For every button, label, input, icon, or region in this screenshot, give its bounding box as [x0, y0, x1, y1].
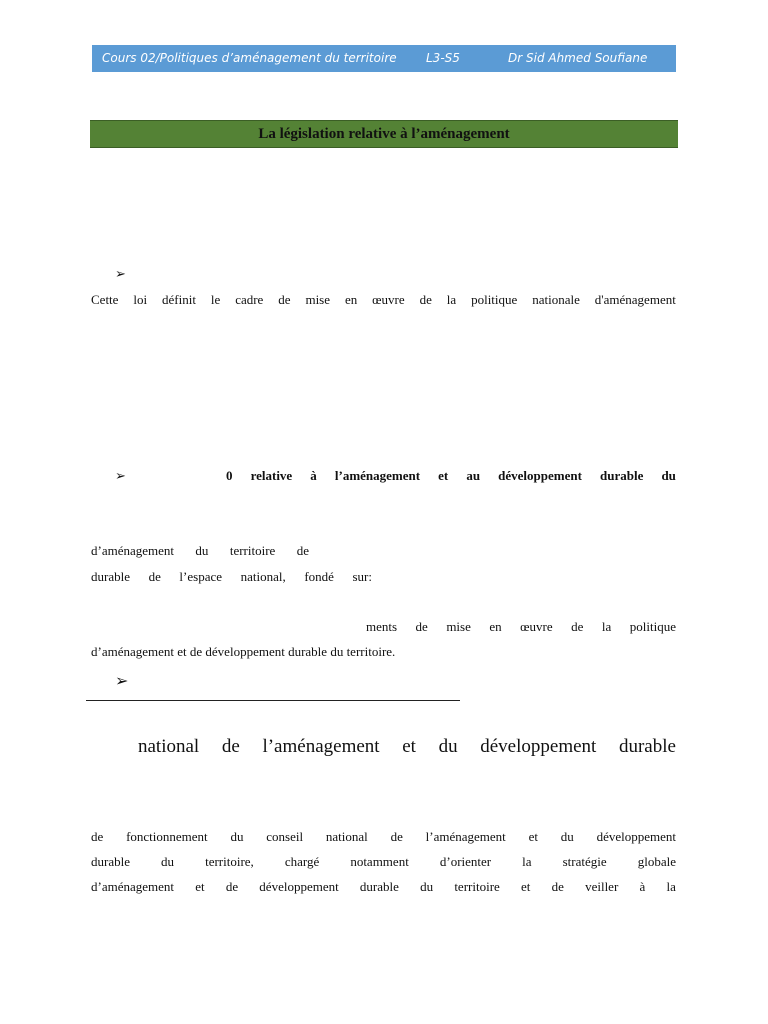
arrow-bullet-icon: ➢ — [115, 266, 126, 281]
course-level: L3-S5 — [426, 51, 460, 65]
paragraph-line — [91, 292, 676, 308]
text-line: Cette loi définit le cadre de mise en œuvre de la politique nationale d'aménagement — [91, 292, 676, 307]
text-line: d’aménagement du territoire de — [91, 543, 309, 558]
course-title: Cours 02/Politiques d’aménagement du territoire — [102, 51, 397, 65]
separator-line — [86, 700, 460, 701]
large-heading-line: national de l’aménagement et du développement durable — [138, 736, 676, 757]
text-line: durable de l’espace national, fondé sur: — [91, 569, 372, 584]
arrow-bullet-icon: ➢ — [115, 468, 126, 483]
text-line: durable du territoire, chargé notamment d’orienter la stratégie globale — [91, 854, 676, 869]
text-line: ments de mise en œuvre de la politique — [366, 619, 676, 634]
section-title-bar — [90, 120, 678, 148]
course-author: Dr Sid Ahmed Soufiane — [508, 51, 648, 65]
course-header-bar — [92, 45, 676, 72]
text-line: d’aménagement et de développement durable du territoire et de veiller à la — [91, 879, 676, 894]
arrow-bullet-icon: ➢ — [115, 673, 129, 690]
text-line: de fonctionnement du conseil national de l’aménagement et du développement — [91, 829, 676, 844]
text-line: d’aménagement et de développement durable du territoire. — [91, 644, 396, 659]
section-title: La législation relative à l’aménagement — [258, 125, 510, 142]
law-heading-fragment: 0 relative à l’aménagement et au développement durable du — [226, 468, 676, 483]
